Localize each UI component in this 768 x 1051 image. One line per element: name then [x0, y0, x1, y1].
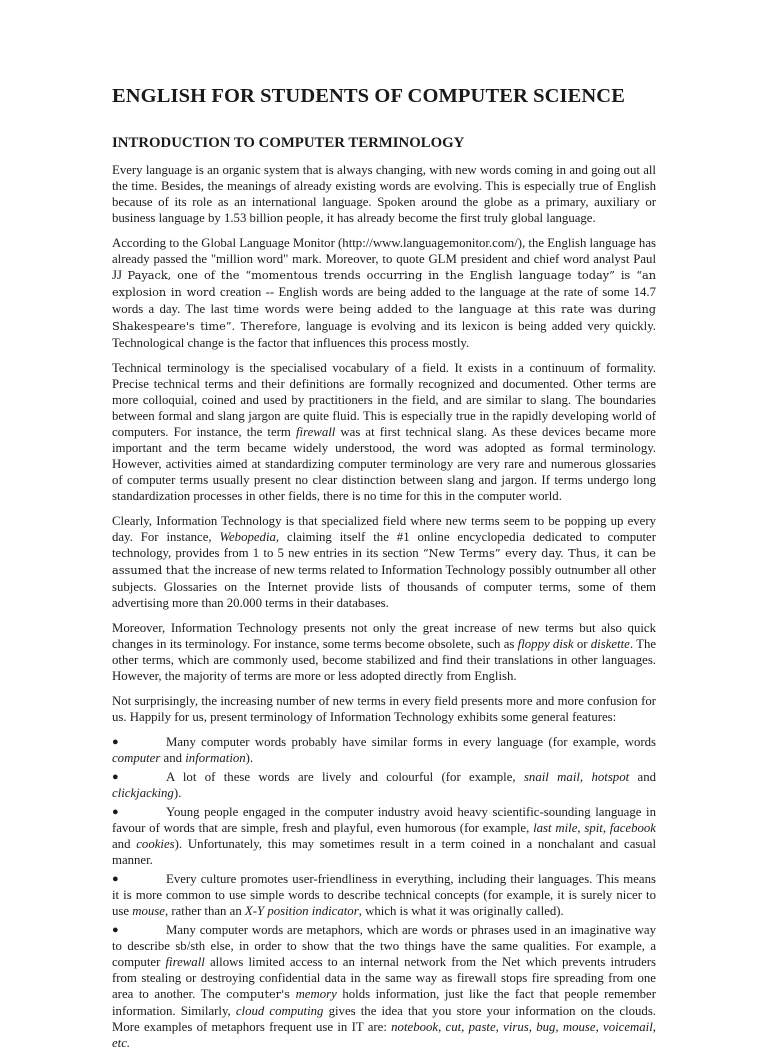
text-run: computer's	[226, 988, 290, 1001]
text-run: language is evolving and its lexicon is being added very quickly. Technological change is the factor that influences this process mostly.	[112, 319, 656, 350]
list-item	[112, 922, 656, 1051]
term-italic: notebook, cut, paste, virus, bug, mouse, voicemail, etc.	[112, 1020, 656, 1050]
text-run: and	[160, 751, 186, 765]
text-run: ). Unfortunately, this may sometimes result in a term coined in a nonchalant and casual manner.	[112, 837, 656, 867]
bullet-icon: ●	[112, 771, 119, 783]
text-run: creation -- English words are being added to the language at the rate of some 14.7 words a day. The last	[112, 285, 656, 316]
text-run: or	[573, 637, 591, 651]
bullet-icon: ●	[112, 806, 119, 818]
paragraph-4	[112, 513, 656, 611]
term-italic: computer	[112, 751, 161, 765]
paragraph-6: Not surprisingly, the increasing number of new terms in every field presents more and more confusion for us. Happily for us, present terminology of Information Technology exhibits some general features:	[112, 694, 656, 724]
text-run: Technical terminology is the specialised vocabulary of a field. It exists in a continuum of formality. Precise technical terms and their definitions are formally recognized and documented. Other terms are more colloquial, coined and used by practitioners in the field, and are similar to slang. The boundaries between formal and slang jargon are quite fluid. This is especially true in the rapidly developing world of computers. For instance, the term	[112, 361, 656, 439]
text-run: was at first technical slang. As these devices became more important and the term became widely understood, the word was adopted as formal terminology. However, activities aimed at standardizing computer terminology are very rare and numerous glossaries of computer terms usually present no clear distinction between slang and jargon. If terms undergo long standardization processes in other fields, there is no time for this in the computer world.	[112, 425, 656, 503]
text-run: Every culture promotes user-friendliness in everything, including their languages. This means it is more common to use simple words to describe technical concepts (for example, it is surely nicer to use	[112, 872, 656, 918]
term-italic: clickjacking	[112, 786, 174, 800]
text-run: ).	[173, 786, 182, 800]
document-title: ENGLISH FOR STUDENTS OF COMPUTER SCIENCE	[112, 85, 625, 107]
text-run: ).	[245, 751, 254, 765]
term-italic: cloud computing	[235, 1004, 324, 1018]
bullet-icon: ●	[112, 873, 119, 885]
features-list	[112, 734, 656, 1051]
term-italic: X-Y position indicator	[244, 904, 359, 918]
text-run: allows limited access to an internal network from the Net which prevents intruders from stealing or destroying confidential data in the same way as firewall stops fire spreading from one area to another. The	[112, 955, 656, 1001]
term-italic: firewall	[295, 425, 336, 439]
paragraph-2	[112, 235, 656, 351]
term-italic: diskette	[590, 637, 630, 651]
text-run: holds information, just like the fact that people remember information. Similarly,	[112, 987, 656, 1018]
text-run: Many computer words probably have similar forms in every language (for example, words	[166, 735, 656, 749]
text-run: A lot of these words are lively and colourful (for example,	[166, 770, 524, 784]
bullet-icon: ●	[112, 736, 119, 748]
text-run: and	[112, 837, 137, 851]
term-italic: firewall	[165, 955, 205, 969]
text-run: and	[629, 770, 656, 784]
list-item	[112, 734, 656, 766]
text-run: , rather than an	[164, 904, 245, 918]
term-italic: floppy disk	[517, 637, 574, 651]
text-run: “New Terms” every day. Thus, it can be assumed that the	[112, 547, 656, 577]
text-run: According to the Global Language Monitor (http://www.languagemonitor.com/), the English language has already passed the "million word" mark. Moreover, to quote GLM president and chief word analyst Paul JJ	[112, 236, 656, 282]
bullet-icon: ●	[112, 924, 119, 936]
text-run: Payack, one of the “momentous trends occurring in the English language today” is “an explosion in word	[112, 269, 656, 299]
term-italic: memory	[295, 987, 337, 1001]
list-item	[112, 804, 656, 868]
term-italic: mouse	[132, 904, 165, 918]
term-italic: information	[185, 751, 246, 765]
term-italic: Webopedia	[219, 530, 276, 544]
text-run: gives the idea that you store your information on the clouds. More examples of metaphors frequent use in IT are:	[112, 1004, 657, 1034]
term-italic: snail mail, hotspot	[523, 770, 630, 784]
text-run: increase of new terms related to Information Technology possibly outnumber all other subjects. Glossaries on the Internet provide lists of thousands of computer terms, some of them advertising more than 20.000 terms in their databases.	[112, 563, 656, 610]
term-italic: last mile, spit, facebook	[533, 821, 656, 835]
text-run: , claiming itself the #1 online encyclopedia dedicated to computer technology, provides from 1 to 5 new entries in its section	[112, 530, 656, 560]
list-item	[112, 871, 656, 919]
text-run: Moreover, Information Technology presents not only the great increase of new terms but also quick changes in its terminology. For instance, some terms become obsolete, such as	[112, 621, 656, 651]
text-run: . The other terms, which are commonly used, become stabilized and find their translations in other languages. However, the majority of terms are more or less adopted directly from English.	[112, 637, 657, 683]
list-item	[112, 769, 656, 801]
paragraph-5	[112, 620, 656, 684]
text-run: Young people engaged in the computer industry avoid heavy scientific-sounding language in favour of words that are simple, fresh and playful, even humorous (for example,	[112, 805, 656, 835]
section-heading: INTRODUCTION TO COMPUTER TERMINOLOGY	[112, 135, 465, 151]
paragraph-3	[112, 360, 656, 504]
text-run: , which is what it was originally called).	[358, 904, 564, 918]
text-run: Many computer words are metaphors, which are words or phrases used in an imaginative way to describe sb/sth else, in order to show that the two things have the same qualities. For example, a computer	[112, 923, 656, 969]
text-run: Clearly, Information Technology is that specialized field where new terms seem to be popping up every day. For instance,	[112, 514, 656, 544]
term-italic: cookies	[136, 837, 175, 851]
paragraph-1: Every language is an organic system that is always changing, with new words coming in and going out all the time. Besides, the meanings of already existing words are evolving. This is especially true of English because of its role as an international language. Spoken around the globe as a primary, auxiliary or business language by 1.53 billion people, it has already become the first truly global language.	[112, 163, 656, 225]
text-run: time words were being added to the language at this rate was during Shakespeare's time”. Therefore,	[112, 303, 656, 333]
